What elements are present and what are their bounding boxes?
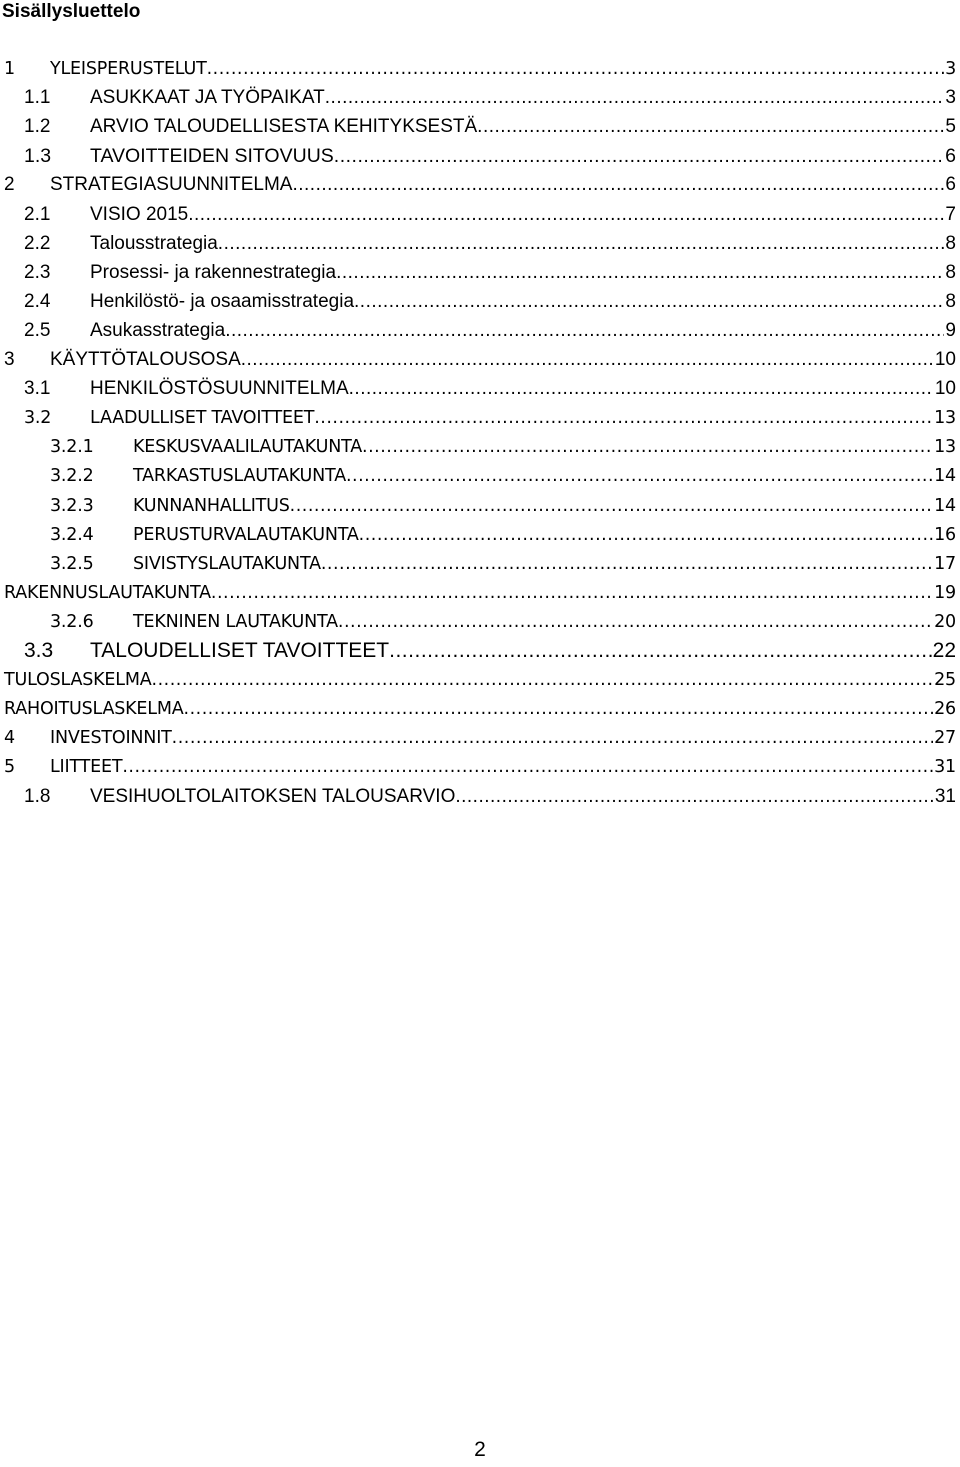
toc-dot-leader — [346, 462, 933, 490]
toc-entry-label: LIITTEET — [50, 757, 123, 778]
toc-dot-leader — [241, 346, 934, 374]
toc-entry-label: TARKASTUSLAUTAKUNTA — [133, 466, 346, 487]
toc-entry-page: 25 — [934, 670, 956, 691]
toc-entry-page: 3 — [945, 59, 956, 79]
toc-dot-leader — [354, 288, 944, 316]
toc-dot-leader — [292, 171, 944, 199]
toc-entry-number: 1 — [4, 59, 15, 79]
toc-entry-number: 3.1 — [24, 378, 51, 400]
toc-entry[interactable] — [0, 608, 960, 636]
toc-entry-number: 2.1 — [24, 203, 51, 225]
toc-entry-label: YLEISPERUSTELUT — [50, 59, 207, 79]
toc-dot-leader — [359, 521, 933, 549]
toc-entry-label: TAVOITTEIDEN SITOVUUS — [90, 145, 334, 168]
toc-entry-label: RAHOITUSLASKELMA — [4, 699, 184, 720]
toc-entry[interactable] — [0, 317, 960, 345]
toc-dot-leader — [338, 608, 933, 636]
toc-entry[interactable] — [0, 230, 960, 258]
toc-entry[interactable] — [0, 666, 960, 694]
toc-entry-page: 8 — [945, 261, 956, 283]
toc-entry-page: 17 — [934, 553, 956, 574]
toc-dot-leader — [122, 753, 933, 781]
toc-entry[interactable] — [0, 724, 960, 752]
toc-entry[interactable] — [0, 521, 960, 549]
toc-entry[interactable] — [0, 579, 960, 607]
toc-dot-leader — [314, 404, 933, 432]
toc-entry-label: SIVISTYSLAUTAKUNTA — [133, 553, 321, 574]
toc-entry-number: 5 — [4, 757, 15, 778]
toc-entry-label: Asukasstrategia — [90, 319, 226, 341]
toc-entry-label: PERUSTURVALAUTAKUNTA — [133, 524, 359, 545]
toc-entry-number: 3.2.4 — [50, 524, 94, 545]
toc-dot-leader — [349, 375, 934, 403]
toc-entry-label: INVESTOINNIT — [50, 728, 172, 749]
toc-dot-leader — [290, 492, 933, 520]
toc-entry-number: 1.8 — [24, 785, 51, 807]
toc-entry-page: 13 — [934, 437, 956, 458]
toc-dot-leader — [207, 55, 944, 83]
toc-entry-page: 27 — [934, 728, 956, 749]
toc-entry-number: 3.2 — [24, 408, 52, 429]
toc-entry-number: 2.4 — [24, 290, 51, 312]
toc-entry-number: 2 — [4, 174, 15, 196]
toc-entry[interactable] — [0, 55, 960, 83]
toc-entry-page: 6 — [945, 174, 956, 196]
toc-entry[interactable] — [0, 695, 960, 723]
toc-entry-number: 2.3 — [24, 261, 51, 283]
toc-entry-label: VESIHUOLTOLAITOKSEN TALOUSARVIO — [90, 785, 456, 807]
toc-entry-number: 3 — [4, 349, 15, 370]
toc-entry-label: TULOSLASKELMA — [4, 670, 152, 691]
toc-dot-leader — [362, 433, 933, 461]
toc-dot-leader — [172, 724, 933, 752]
toc-dot-leader — [188, 201, 944, 229]
toc-entry-label: VISIO 2015 — [90, 203, 189, 225]
toc-title: Sisällysluettelo — [2, 1, 141, 22]
toc-dot-leader — [325, 84, 945, 112]
toc-entry-label: ASUKKAAT JA TYÖPAIKAT — [90, 87, 325, 109]
toc-entry-page: 31 — [934, 757, 956, 778]
toc-dot-leader — [184, 695, 934, 723]
toc-entry-label: Talousstrategia — [90, 232, 218, 254]
toc-entry[interactable] — [0, 201, 960, 229]
toc-entry-page: 3 — [945, 87, 956, 109]
toc-entry-label: KESKUSVAALILAUTAKUNTA — [133, 437, 362, 458]
toc-entry-number: 2.2 — [24, 232, 51, 254]
toc-entry-label: HENKILÖSTÖSUUNNITELMA — [90, 378, 349, 400]
toc-entry[interactable] — [0, 550, 960, 578]
toc-entry-label: TALOUDELLISET TAVOITTEET — [90, 639, 390, 662]
toc-dot-leader — [334, 142, 944, 170]
toc-entry[interactable] — [0, 404, 960, 432]
toc-entry[interactable] — [0, 346, 960, 374]
toc-dot-leader — [211, 579, 933, 607]
toc-entry-label: Henkilöstö- ja osaamisstrategia — [90, 290, 355, 312]
toc-entry-number: 3.3 — [24, 639, 54, 662]
toc-entry-page: 9 — [945, 319, 956, 341]
toc-entry[interactable] — [0, 783, 960, 811]
toc-entry-label: STRATEGIASUUNNITELMA — [50, 174, 293, 196]
toc-entry[interactable] — [0, 433, 960, 461]
toc-entry-page: 7 — [945, 203, 956, 225]
toc-entry-page: 5 — [945, 116, 956, 138]
toc-entry[interactable] — [0, 492, 960, 520]
toc-entry[interactable] — [0, 375, 960, 403]
toc-entry-label: LAADULLISET TAVOITTEET — [90, 408, 315, 429]
toc-entry[interactable] — [0, 171, 960, 199]
toc-entry-number: 1.2 — [24, 116, 51, 138]
toc-entry[interactable] — [0, 637, 960, 665]
toc-dot-leader — [152, 666, 934, 694]
toc-entry-number: 1.1 — [24, 87, 51, 109]
toc-entry-page: 14 — [934, 466, 956, 487]
toc-entry-page: 26 — [934, 699, 956, 720]
toc-entry-label: Prosessi- ja rakennestrategia — [90, 261, 337, 283]
toc-dot-leader — [218, 230, 945, 258]
toc-entry-page: 22 — [932, 639, 956, 662]
toc-entry-page: 10 — [934, 349, 956, 370]
toc-entry-page: 14 — [934, 495, 956, 516]
toc-entry-number: 3.2.5 — [50, 553, 94, 574]
toc-entry[interactable] — [0, 288, 960, 316]
toc-entry-number: 4 — [4, 728, 15, 749]
toc-entry-number: 1.3 — [24, 145, 52, 168]
toc-entry-label: KUNNANHALLITUS — [133, 495, 290, 516]
toc-dot-leader — [389, 637, 932, 665]
toc-dot-leader — [225, 317, 944, 345]
toc-entry-page: 20 — [934, 611, 956, 632]
toc-entry[interactable] — [0, 142, 960, 170]
toc-entry-page: 10 — [934, 378, 956, 400]
toc-entry-page: 6 — [945, 145, 956, 168]
toc-entry-number: 3.2.3 — [50, 495, 94, 516]
toc-entry-page: 16 — [934, 524, 956, 545]
toc-entry[interactable] — [0, 259, 960, 287]
toc-dot-leader — [455, 783, 934, 811]
page-number: 2 — [474, 1438, 486, 1461]
toc-entry-label: KÄYTTÖTALOUSOSA — [50, 349, 241, 370]
toc-entry-number: 3.2.6 — [50, 611, 94, 632]
toc-entry-label: ARVIO TALOUDELLISESTA KEHITYKSESTÄ — [90, 116, 478, 138]
toc-entry-label: TEKNINEN LAUTAKUNTA — [133, 611, 338, 632]
toc-entry[interactable] — [0, 753, 960, 781]
toc-entry-page: 19 — [934, 582, 956, 603]
toc-entry-number: 3.2.1 — [50, 437, 94, 458]
toc-entry-page: 8 — [945, 290, 956, 312]
toc-entry-label: RAKENNUSLAUTAKUNTA — [4, 582, 211, 603]
toc-dot-leader — [336, 259, 944, 287]
toc-entry[interactable] — [0, 113, 960, 141]
toc-entry-page: 13 — [934, 408, 956, 429]
toc-entry-page: 31 — [934, 785, 956, 807]
toc-entry-number: 2.5 — [24, 319, 51, 341]
toc-entry-number: 3.2.2 — [50, 466, 94, 487]
toc-dot-leader — [477, 113, 944, 141]
toc-entry[interactable] — [0, 84, 960, 112]
toc-entry-page: 8 — [945, 232, 956, 254]
toc-dot-leader — [321, 550, 933, 578]
toc-entry[interactable] — [0, 462, 960, 490]
